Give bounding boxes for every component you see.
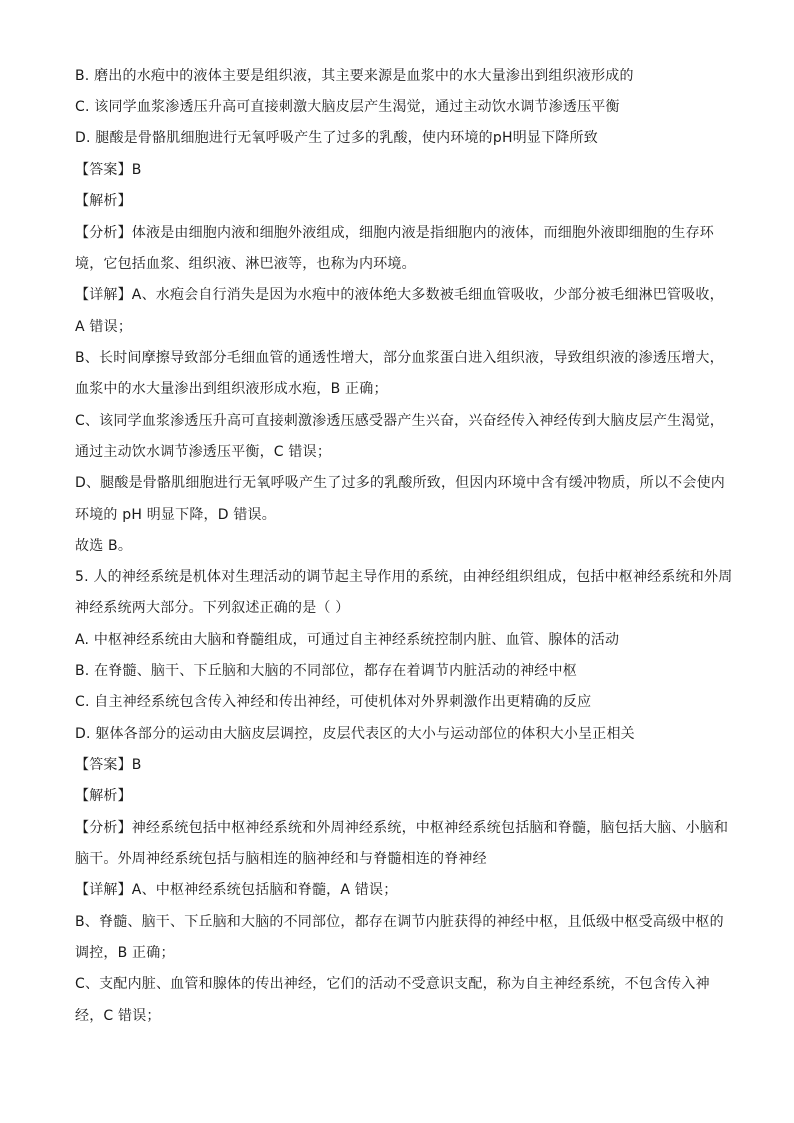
detail-text-q4-5: C、该同学血浆渗透压升高可直接刺激渗透压感受器产生兴奋，兴奋经传入神经传到大脑皮层产生渴觉， — [75, 413, 724, 429]
detail-text-q5-4: C、支配内脏、血管和腺体的传出神经，它们的活动不受意识支配，称为自主神经系统，不包含传入神 — [75, 976, 710, 992]
detail-text-q5-3: 调控，B 正确； — [75, 945, 175, 961]
option-d-q4: D. 腿酸是骨骼肌细胞进行无氧呼吸产生了过多的乳酸，使内环境的pH明显下降所致 — [75, 130, 598, 146]
detail-text-q5-2: B、脊髓、脑干、下丘脑和大脑的不同部位，都存在调节内脏获得的神经中枢，且低级中枢受高级中枢的 — [75, 914, 724, 930]
option-a-q5: A. 中枢神经系统由大脑和脊髓组成，可通过自主神经系统控制内脏、血管、腺体的活动 — [75, 632, 620, 648]
conclusion-q4: 故选 B。 — [75, 538, 133, 554]
analysis-text-q4-2: 境，它包括血浆、组织液、淋巴液等，也称为内环境。 — [75, 256, 416, 272]
option-c-q4: C. 该同学血浆渗透压升高可直接刺激大脑皮层产生渴觉，通过主动饮水调节渗透压平衡 — [75, 99, 620, 115]
analysis-heading-q5: 【解析】 — [75, 788, 132, 804]
option-b-q4: B. 磨出的水疱中的液体主要是组织液，其主要来源是血浆中的水大量渗出到组织液形成的 — [75, 68, 634, 84]
answer-q4: 【答案】B — [75, 162, 142, 178]
detail-text-q4-7: D、腿酸是骨骼肌细胞进行无氧呼吸产生了过多的乳酸所致，但因内环境中含有缓冲物质，所以不会使内 — [75, 475, 725, 491]
detail-text-q4-4: 血浆中的水大量渗出到组织液形成水疱，B 正确； — [75, 381, 388, 397]
detail-text-q4-6: 通过主动饮水调节渗透压平衡，C 错误； — [75, 444, 332, 460]
answer-q5: 【答案】B — [75, 757, 142, 773]
analysis-text-q5-1: 【分析】神经系统包括中枢神经系统和外周神经系统，中枢神经系统包括脑和脊髓，脑包括大脑、小脑和 — [75, 820, 729, 836]
detail-text-q4-8: 环境的 pH 明显下降，D 错误。 — [75, 507, 276, 523]
analysis-text-q5-2: 脑干。外周神经系统包括与脑相连的脑神经和与脊髓相连的脊神经 — [75, 851, 487, 867]
option-b-q5: B. 在脊髓、脑干、下丘脑和大脑的不同部位，都存在着调节内脏活动的神经中枢 — [75, 663, 577, 679]
question-5-stem-2: 神经系统两大部分。下列叙述正确的是（ ） — [75, 600, 350, 616]
detail-text-q4-2: A 错误； — [75, 319, 133, 335]
detail-text-q5-5: 经，C 错误； — [75, 1008, 161, 1024]
detail-text-q5-1: 【详解】A、中枢神经系统包括脑和脊髓，A 错误； — [75, 882, 398, 898]
option-d-q5: D. 躯体各部分的运动由大脑皮层调控，皮层代表区的大小与运动部位的体积大小呈正相关 — [75, 726, 635, 742]
option-c-q5: C. 自主神经系统包含传入神经和传出神经，可使机体对外界刺激作出更精确的反应 — [75, 694, 592, 710]
analysis-heading-q4: 【解析】 — [75, 193, 132, 209]
detail-text-q4-3: B、长时间摩擦导致部分毛细血管的通透性增大，部分血浆蛋白进入组织液，导致组织液的渗透压增大， — [75, 350, 724, 366]
detail-text-q4-1: 【详解】A、水疱会自行消失是因为水疱中的液体绝大多数被毛细血管吸收，少部分被毛细淋巴管吸收， — [75, 287, 724, 303]
analysis-text-q4-1: 【分析】体液是由细胞内液和细胞外液组成，细胞内液是指细胞内的液体，而细胞外液即细胞的生存环 — [75, 225, 714, 241]
question-5-stem-1: 5. 人的神经系统是机体对生理活动的调节起主导作用的系统，由神经组织组成，包括中枢神经系统和外周 — [75, 569, 733, 585]
